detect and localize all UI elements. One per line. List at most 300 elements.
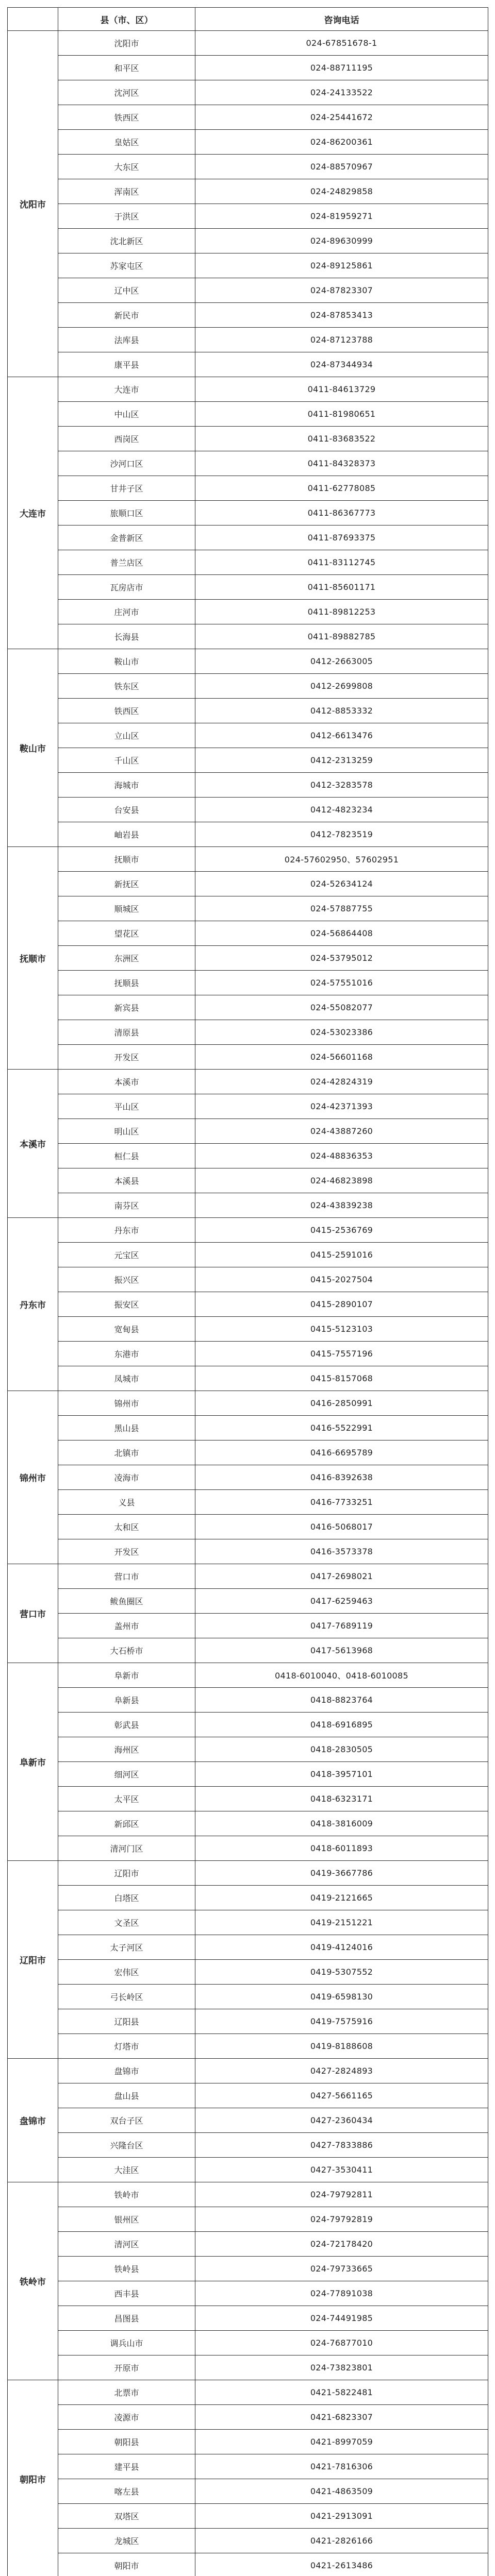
county-cell: 顺城区: [58, 896, 195, 921]
table-row: [8, 1539, 488, 1564]
phone-cell: 0418-8823764: [195, 1688, 488, 1713]
county-cell: 大连市: [58, 377, 195, 402]
county-cell: 兴隆台区: [58, 2133, 195, 2158]
county-cell: 台安县: [58, 798, 195, 822]
county-cell: 桓仁县: [58, 1144, 195, 1168]
phone-cell: 024-67851678-1: [195, 31, 488, 56]
phone-cell: 0412-7823519: [195, 822, 488, 847]
table-row: [8, 2281, 488, 2306]
phone-cell: 024-46823898: [195, 1168, 488, 1193]
county-cell: 本溪市: [58, 1070, 195, 1094]
table-row: [8, 995, 488, 1020]
phone-cell: 0416-7733251: [195, 1490, 488, 1515]
county-cell: 双塔区: [58, 2504, 195, 2529]
phone-cell: 024-57887755: [195, 896, 488, 921]
county-cell: 阜新县: [58, 1688, 195, 1713]
table-body: [8, 31, 488, 2576]
table-row: [8, 80, 488, 105]
phone-cell: 0419-8188608: [195, 2034, 488, 2059]
county-cell: 文圣区: [58, 1910, 195, 1935]
city-cell: 铁岭市: [8, 2182, 58, 2380]
phone-cell: 024-87123788: [195, 328, 488, 352]
county-cell: 铁东区: [58, 674, 195, 699]
table-row: [8, 921, 488, 946]
phone-cell: 0415-2890107: [195, 1292, 488, 1317]
phone-cell: 0419-5307552: [195, 1960, 488, 1985]
county-cell: 抚顺县: [58, 971, 195, 995]
phone-cell: 024-24829858: [195, 179, 488, 204]
table-row: [8, 2083, 488, 2108]
table-row: [8, 946, 488, 971]
table-row: [8, 1342, 488, 1366]
phone-cell: 0419-4124016: [195, 1935, 488, 1960]
table-row: [8, 278, 488, 303]
phone-cell: 024-42371393: [195, 1094, 488, 1119]
phone-cell: 0421-5822481: [195, 2380, 488, 2405]
county-cell: 新宾县: [58, 995, 195, 1020]
county-cell: 清河区: [58, 2232, 195, 2257]
county-cell: 开原市: [58, 2355, 195, 2380]
phone-cell: 0411-62778085: [195, 476, 488, 501]
phone-cell: 0412-2699808: [195, 674, 488, 699]
table-row: [8, 600, 488, 624]
table-row: [8, 427, 488, 451]
phone-cell: 0411-87693375: [195, 526, 488, 550]
table-row: [8, 1836, 488, 1861]
phone-cell: 0419-3667786: [195, 1861, 488, 1886]
county-cell: 中山区: [58, 402, 195, 427]
table-header-row: [8, 8, 488, 31]
phone-cell: 024-73823801: [195, 2355, 488, 2380]
table-row: [8, 1713, 488, 1737]
county-cell: 金普新区: [58, 526, 195, 550]
table-row: [8, 1960, 488, 1985]
table-row: [8, 2553, 488, 2576]
county-cell: 鲅鱼圈区: [58, 1589, 195, 1614]
county-cell: 辽阳市: [58, 1861, 195, 1886]
phone-cell: 0417-7689119: [195, 1614, 488, 1638]
county-cell: 庄河市: [58, 600, 195, 624]
phone-cell: 024-53023386: [195, 1020, 488, 1045]
table-row: [8, 1465, 488, 1490]
phone-cell: 024-74491985: [195, 2306, 488, 2331]
table-row: [8, 1638, 488, 1663]
county-cell: 灯塔市: [58, 2034, 195, 2059]
city-cell: 营口市: [8, 1564, 58, 1663]
table-row: [8, 872, 488, 896]
county-cell: 海州区: [58, 1737, 195, 1762]
county-cell: 细河区: [58, 1762, 195, 1787]
county-cell: 抚顺市: [58, 847, 195, 872]
table-row: [8, 624, 488, 649]
county-cell: 南芬区: [58, 1193, 195, 1218]
phone-cell: 024-79792811: [195, 2182, 488, 2207]
phone-cell: 024-89630999: [195, 229, 488, 253]
county-cell: 和平区: [58, 56, 195, 80]
table-row: [8, 105, 488, 130]
table-row: [8, 1886, 488, 1910]
city-cell: 阜新市: [8, 1663, 58, 1861]
table-row: [8, 1737, 488, 1762]
county-cell: 铁西区: [58, 105, 195, 130]
phone-cell: 0421-7816306: [195, 2454, 488, 2479]
table-row: [8, 2059, 488, 2083]
city-cell: 抚顺市: [8, 847, 58, 1070]
table-row: [8, 1935, 488, 1960]
phone-cell: 024-52634124: [195, 872, 488, 896]
table-row: [8, 2529, 488, 2553]
county-cell: 银州区: [58, 2207, 195, 2232]
city-cell: 锦州市: [8, 1391, 58, 1564]
phone-cell: 0419-2151221: [195, 1910, 488, 1935]
phone-cell: 024-87823307: [195, 278, 488, 303]
table-row: [8, 155, 488, 179]
table-row: [8, 253, 488, 278]
table-row: [8, 971, 488, 995]
table-row: [8, 575, 488, 600]
table-row: [8, 2207, 488, 2232]
table-row: [8, 1861, 488, 1886]
county-cell: 望花区: [58, 921, 195, 946]
phone-cell: 024-56601168: [195, 1045, 488, 1070]
consultation-phone-sheet: [7, 7, 488, 2576]
phone-cell: 0412-3283578: [195, 773, 488, 798]
phone-cell: 024-24133522: [195, 80, 488, 105]
table-row: [8, 1688, 488, 1713]
phone-cell: 024-86200361: [195, 130, 488, 155]
table-row: [8, 1564, 488, 1589]
county-cell: 清河门区: [58, 1836, 195, 1861]
county-cell: 彰武县: [58, 1713, 195, 1737]
table-row: [8, 1267, 488, 1292]
table-row: [8, 1119, 488, 1144]
phone-cell: 0421-2613486: [195, 2553, 488, 2576]
table-row: [8, 2355, 488, 2380]
phone-cell: 0427-7833886: [195, 2133, 488, 2158]
table-row: [8, 1168, 488, 1193]
table-row: [8, 377, 488, 402]
table-row: [8, 2009, 488, 2034]
phone-cell: 0427-2360434: [195, 2108, 488, 2133]
phone-cell: 0411-89882785: [195, 624, 488, 649]
phone-cell: 0427-5661165: [195, 2083, 488, 2108]
county-cell: 本溪县: [58, 1168, 195, 1193]
phone-cell: 0411-84613729: [195, 377, 488, 402]
table-row: [8, 1020, 488, 1045]
county-cell: 太子河区: [58, 1935, 195, 1960]
county-cell: 太和区: [58, 1515, 195, 1539]
county-cell: 大东区: [58, 155, 195, 179]
table-row: [8, 2108, 488, 2133]
county-cell: 平山区: [58, 1094, 195, 1119]
county-cell: 新抚区: [58, 872, 195, 896]
table-row: [8, 2380, 488, 2405]
county-cell: 开发区: [58, 1539, 195, 1564]
county-cell: 调兵山市: [58, 2331, 195, 2355]
phone-cell: 0416-3573378: [195, 1539, 488, 1564]
phone-cell: 024-42824319: [195, 1070, 488, 1094]
county-cell: 苏家屯区: [58, 253, 195, 278]
table-row: [8, 699, 488, 723]
county-cell: 黑山县: [58, 1416, 195, 1440]
table-row: [8, 1762, 488, 1787]
table-row: [8, 2034, 488, 2059]
county-cell: 北票市: [58, 2380, 195, 2405]
phone-cell: 024-48836353: [195, 1144, 488, 1168]
phone-cell: 0418-3957101: [195, 1762, 488, 1787]
county-cell: 开发区: [58, 1045, 195, 1070]
table-row: [8, 1292, 488, 1317]
table-row: [8, 896, 488, 921]
phone-cell: 024-57551016: [195, 971, 488, 995]
county-cell: 锦州市: [58, 1391, 195, 1416]
county-cell: 宏伟区: [58, 1960, 195, 1985]
table-row: [8, 723, 488, 748]
county-cell: 凌海市: [58, 1465, 195, 1490]
county-cell: 盖州市: [58, 1614, 195, 1638]
county-cell: 东港市: [58, 1342, 195, 1366]
phone-cell: 0427-3530411: [195, 2158, 488, 2182]
table-row: [8, 1366, 488, 1391]
phone-cell: 0417-2698021: [195, 1564, 488, 1589]
table-row: [8, 2504, 488, 2529]
table-row: [8, 1787, 488, 1811]
phone-cell: 0415-5123103: [195, 1317, 488, 1342]
table-row: [8, 1614, 488, 1638]
table-row: [8, 2430, 488, 2454]
county-cell: 铁岭县: [58, 2257, 195, 2281]
county-cell: 双台子区: [58, 2108, 195, 2133]
phone-cell: 024-56864408: [195, 921, 488, 946]
county-cell: 昌图县: [58, 2306, 195, 2331]
county-cell: 于洪区: [58, 204, 195, 229]
county-cell: 凌源市: [58, 2405, 195, 2430]
table-row: [8, 847, 488, 872]
county-cell: 振安区: [58, 1292, 195, 1317]
header-city: [8, 8, 58, 31]
county-cell: 大石桥市: [58, 1638, 195, 1663]
city-cell: 沈阳市: [8, 31, 58, 377]
table-row: [8, 1070, 488, 1094]
county-cell: 康平县: [58, 352, 195, 377]
county-cell: 东洲区: [58, 946, 195, 971]
phone-cell: 0411-83683522: [195, 427, 488, 451]
city-cell: 盘锦市: [8, 2059, 58, 2182]
county-cell: 千山区: [58, 748, 195, 773]
table-row: [8, 1910, 488, 1935]
table-row: [8, 1663, 488, 1688]
table-row: [8, 649, 488, 674]
table-row: [8, 229, 488, 253]
phone-cell: 0419-6598130: [195, 1985, 488, 2009]
phone-cell: 024-76877010: [195, 2331, 488, 2355]
county-cell: 沙河口区: [58, 451, 195, 476]
phone-cell: 0412-6613476: [195, 723, 488, 748]
phone-cell: 0418-6011893: [195, 1836, 488, 1861]
phone-cell: 024-88711195: [195, 56, 488, 80]
phone-cell: 024-79733665: [195, 2257, 488, 2281]
phone-cell: 0418-6323171: [195, 1787, 488, 1811]
county-cell: 普兰店区: [58, 550, 195, 575]
county-cell: 法库县: [58, 328, 195, 352]
phone-cell: 0417-5613968: [195, 1638, 488, 1663]
phone-cell: 024-79792819: [195, 2207, 488, 2232]
phone-cell: 0418-6010040、0418-6010085: [195, 1663, 488, 1688]
phone-cell: 0411-86367773: [195, 501, 488, 526]
phone-cell: 0419-2121665: [195, 1886, 488, 1910]
county-cell: 新民市: [58, 303, 195, 328]
table-row: [8, 1589, 488, 1614]
county-cell: 清原县: [58, 1020, 195, 1045]
table-row: [8, 1985, 488, 2009]
table-row: [8, 1094, 488, 1119]
table-row: [8, 451, 488, 476]
county-cell: 丹东市: [58, 1218, 195, 1243]
county-cell: 喀左县: [58, 2479, 195, 2504]
phone-cell: 0412-8853332: [195, 699, 488, 723]
county-cell: 振兴区: [58, 1267, 195, 1292]
table-row: [8, 1811, 488, 1836]
table-row: [8, 773, 488, 798]
phone-cell: 024-43887260: [195, 1119, 488, 1144]
phone-cell: 0416-8392638: [195, 1465, 488, 1490]
table-row: [8, 674, 488, 699]
phone-cell: 0421-4863509: [195, 2479, 488, 2504]
phone-cell: 0418-6916895: [195, 1713, 488, 1737]
phone-cell: 0418-3816009: [195, 1811, 488, 1836]
county-cell: 元宝区: [58, 1243, 195, 1267]
city-cell: 丹东市: [8, 1218, 58, 1391]
table-row: [8, 550, 488, 575]
table-row: [8, 1416, 488, 1440]
header-county: 县（市、区）: [58, 8, 195, 31]
phone-cell: 0411-85601171: [195, 575, 488, 600]
county-cell: 辽中区: [58, 278, 195, 303]
header-phone: 咨询电话: [195, 8, 488, 31]
phone-cell: 0427-2824893: [195, 2059, 488, 2083]
table-row: [8, 1317, 488, 1342]
county-cell: 弓长岭区: [58, 1985, 195, 2009]
phone-cell: 0411-81980651: [195, 402, 488, 427]
phone-cell: 0415-2536769: [195, 1218, 488, 1243]
phone-cell: 024-55082077: [195, 995, 488, 1020]
county-cell: 新邱区: [58, 1811, 195, 1836]
phone-cell: 0415-2027504: [195, 1267, 488, 1292]
county-cell: 瓦房店市: [58, 575, 195, 600]
county-cell: 辽阳县: [58, 2009, 195, 2034]
county-cell: 宽甸县: [58, 1317, 195, 1342]
table-row: [8, 1045, 488, 1070]
table-row: [8, 798, 488, 822]
table-row: [8, 31, 488, 56]
county-cell: 明山区: [58, 1119, 195, 1144]
county-cell: 海城市: [58, 773, 195, 798]
county-cell: 义县: [58, 1490, 195, 1515]
county-cell: 长海县: [58, 624, 195, 649]
table-row: [8, 526, 488, 550]
county-cell: 铁西区: [58, 699, 195, 723]
table-row: [8, 501, 488, 526]
county-cell: 龙城区: [58, 2529, 195, 2553]
table-row: [8, 352, 488, 377]
phone-cell: 0418-2830505: [195, 1737, 488, 1762]
county-cell: 盘锦市: [58, 2059, 195, 2083]
county-cell: 铁岭市: [58, 2182, 195, 2207]
city-cell: 大连市: [8, 377, 58, 649]
city-cell: 朝阳市: [8, 2380, 58, 2576]
phone-cell: 0421-6823307: [195, 2405, 488, 2430]
county-cell: 太平区: [58, 1787, 195, 1811]
county-cell: 朝阳市: [58, 2553, 195, 2576]
county-cell: 凤城市: [58, 1366, 195, 1391]
table-row: [8, 1144, 488, 1168]
table-row: [8, 1440, 488, 1465]
table-row: [8, 1515, 488, 1539]
table-row: [8, 130, 488, 155]
phone-cell: 0412-2663005: [195, 649, 488, 674]
phone-cell: 0421-2826166: [195, 2529, 488, 2553]
city-cell: 辽阳市: [8, 1861, 58, 2059]
phone-cell: 0421-2913091: [195, 2504, 488, 2529]
table-row: [8, 2306, 488, 2331]
county-cell: 北镇市: [58, 1440, 195, 1465]
phone-cell: 024-25441672: [195, 105, 488, 130]
county-cell: 浑南区: [58, 179, 195, 204]
county-cell: 沈河区: [58, 80, 195, 105]
phone-cell: 024-53795012: [195, 946, 488, 971]
table-row: [8, 2182, 488, 2207]
county-cell: 西丰县: [58, 2281, 195, 2306]
city-cell: 鞍山市: [8, 649, 58, 847]
table-row: [8, 2232, 488, 2257]
table-row: [8, 1243, 488, 1267]
table-row: [8, 822, 488, 847]
table-row: [8, 328, 488, 352]
phone-cell: 0416-5522991: [195, 1416, 488, 1440]
phone-cell: 0411-89812253: [195, 600, 488, 624]
phone-cell: 0419-7575916: [195, 2009, 488, 2034]
table-row: [8, 1490, 488, 1515]
table-row: [8, 1391, 488, 1416]
phone-cell: 024-57602950、57602951: [195, 847, 488, 872]
city-cell: 本溪市: [8, 1070, 58, 1218]
phone-cell: 0416-5068017: [195, 1515, 488, 1539]
table-row: [8, 2454, 488, 2479]
table-row: [8, 1218, 488, 1243]
table-row: [8, 303, 488, 328]
phone-cell: 0412-4823234: [195, 798, 488, 822]
county-cell: 朝阳县: [58, 2430, 195, 2454]
county-cell: 营口市: [58, 1564, 195, 1589]
table-row: [8, 2158, 488, 2182]
county-cell: 立山区: [58, 723, 195, 748]
county-cell: 沈阳市: [58, 31, 195, 56]
phone-cell: 0415-8157068: [195, 1366, 488, 1391]
county-cell: 大洼区: [58, 2158, 195, 2182]
phone-cell: 024-77891038: [195, 2281, 488, 2306]
phone-cell: 024-89125861: [195, 253, 488, 278]
phone-cell: 0412-2313259: [195, 748, 488, 773]
phone-cell: 0416-6695789: [195, 1440, 488, 1465]
county-cell: 盘山县: [58, 2083, 195, 2108]
table-row: [8, 2479, 488, 2504]
county-cell: 岫岩县: [58, 822, 195, 847]
table-row: [8, 402, 488, 427]
table-row: [8, 56, 488, 80]
table-row: [8, 2257, 488, 2281]
county-cell: 白塔区: [58, 1886, 195, 1910]
county-cell: 鞍山市: [58, 649, 195, 674]
